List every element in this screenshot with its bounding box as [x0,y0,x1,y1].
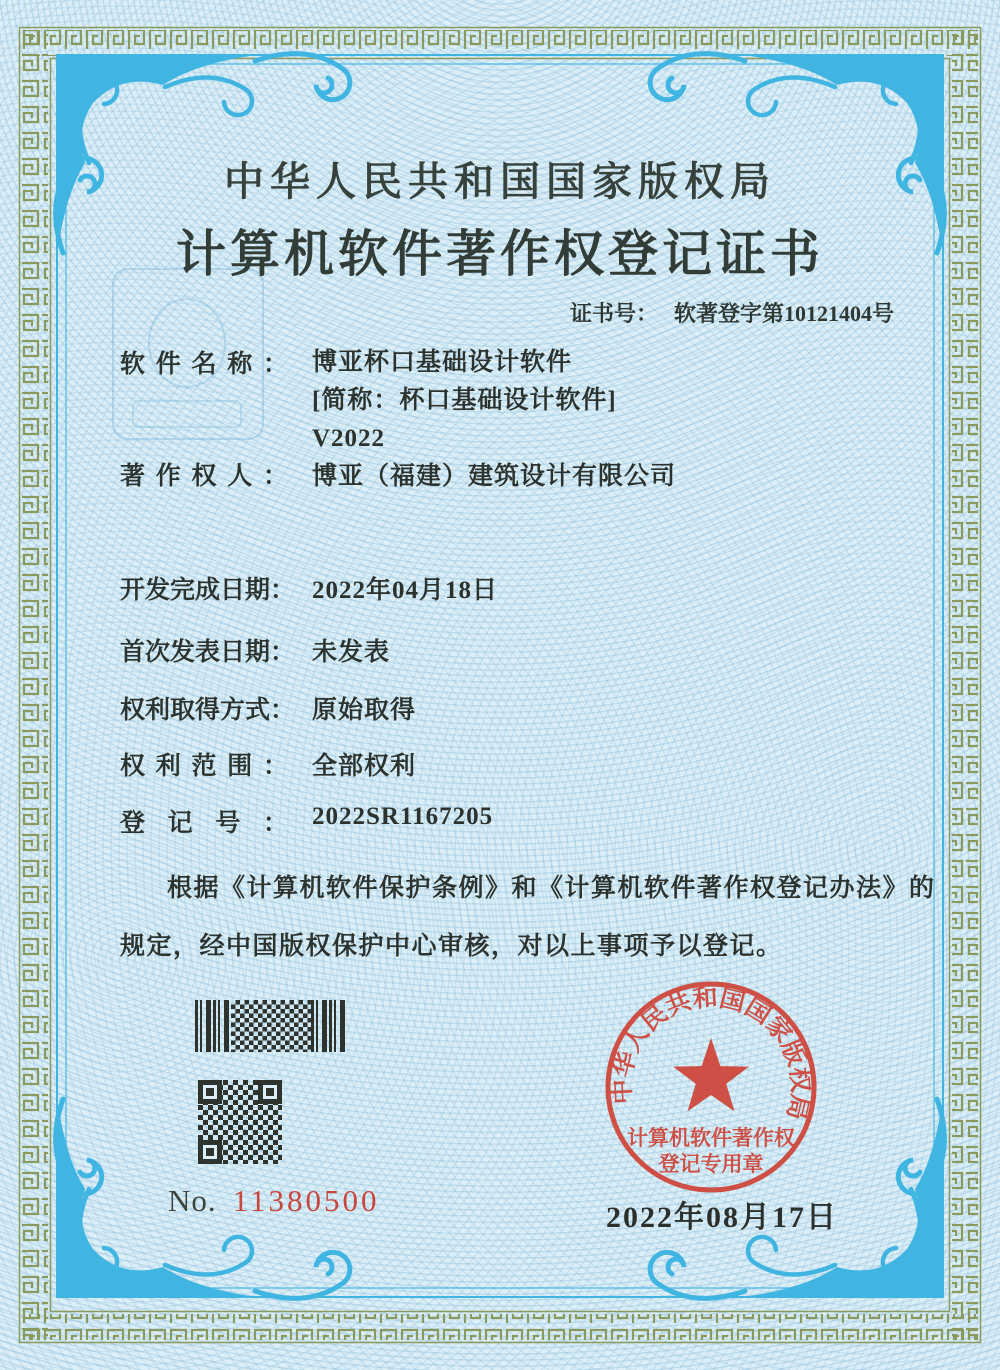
serial-label: No. [168,1183,217,1218]
field-row-copyright-owner [120,456,676,492]
certificate-number-line [570,297,894,328]
qr-code-image [198,1080,282,1164]
field-value: 全部权利 [312,753,417,780]
registration-statement-line2: 规定，经中国版权保护中心审核，对以上事项予以登记。 [120,933,783,960]
field-value: 原始取得 [312,697,417,724]
field-label: 著作权人： [120,463,288,490]
serial-number-line [168,1183,380,1219]
serial-number: 11380500 [232,1183,380,1218]
official-seal [602,978,820,1196]
barcode-bars-right [311,1000,345,1052]
field-row-software-name [120,344,617,458]
field-row-registration-number [120,803,493,839]
field-row-rights-acquisition [120,690,416,726]
certificate-title: 计算机软件著作权登记证书 [176,226,824,282]
seal-line1: 计算机软件著作权 [627,1126,795,1150]
registration-statement-line1: 根据《计算机软件保护条例》和《计算机软件著作权登记办法》的 [167,875,936,902]
field-label: 软件名称： [120,351,288,378]
barcode-image [195,1000,345,1052]
field-label: 首次发表日期： [120,639,296,666]
seal-arc-text: 中华人民共和国国家版权局 [609,985,813,1122]
field-value [312,344,617,458]
field-value: 2022SR1167205 [312,803,494,830]
software-name-line3: V2022 [312,425,386,452]
authority-title: 中华人民共和国国家版权局 [224,159,776,204]
field-label: 开发完成日期： [120,577,296,604]
issue-date: 2022年08月17日 [606,1201,838,1234]
field-label: 登记号： [120,810,288,837]
barcode-bars-left [195,1000,231,1052]
field-row-rights-scope [120,746,416,782]
certificate-number-label: 证书号： [569,301,658,326]
barcode-matrix [231,1000,311,1052]
field-row-dev-complete-date [120,570,498,606]
qr-finder [258,1080,282,1104]
software-name-line2: [简称：杯口基础设计软件] [312,387,617,414]
field-label: 权利取得方式： [120,697,296,724]
seal-line2: 登记专用章 [658,1152,764,1176]
qr-finder [198,1080,222,1104]
seal-star-icon [673,1038,749,1111]
field-row-first-publish-date [120,632,390,668]
field-label: 权利范围： [120,753,288,780]
software-name-line1: 博亚杯口基础设计软件 [312,349,573,376]
field-value: 未发表 [312,639,391,666]
certificate-number-value: 软著登字第10121404号 [673,301,894,326]
qr-finder [198,1140,222,1164]
field-value: 2022年04月18日 [312,577,499,604]
field-value: 博亚（福建）建筑设计有限公司 [312,463,677,490]
